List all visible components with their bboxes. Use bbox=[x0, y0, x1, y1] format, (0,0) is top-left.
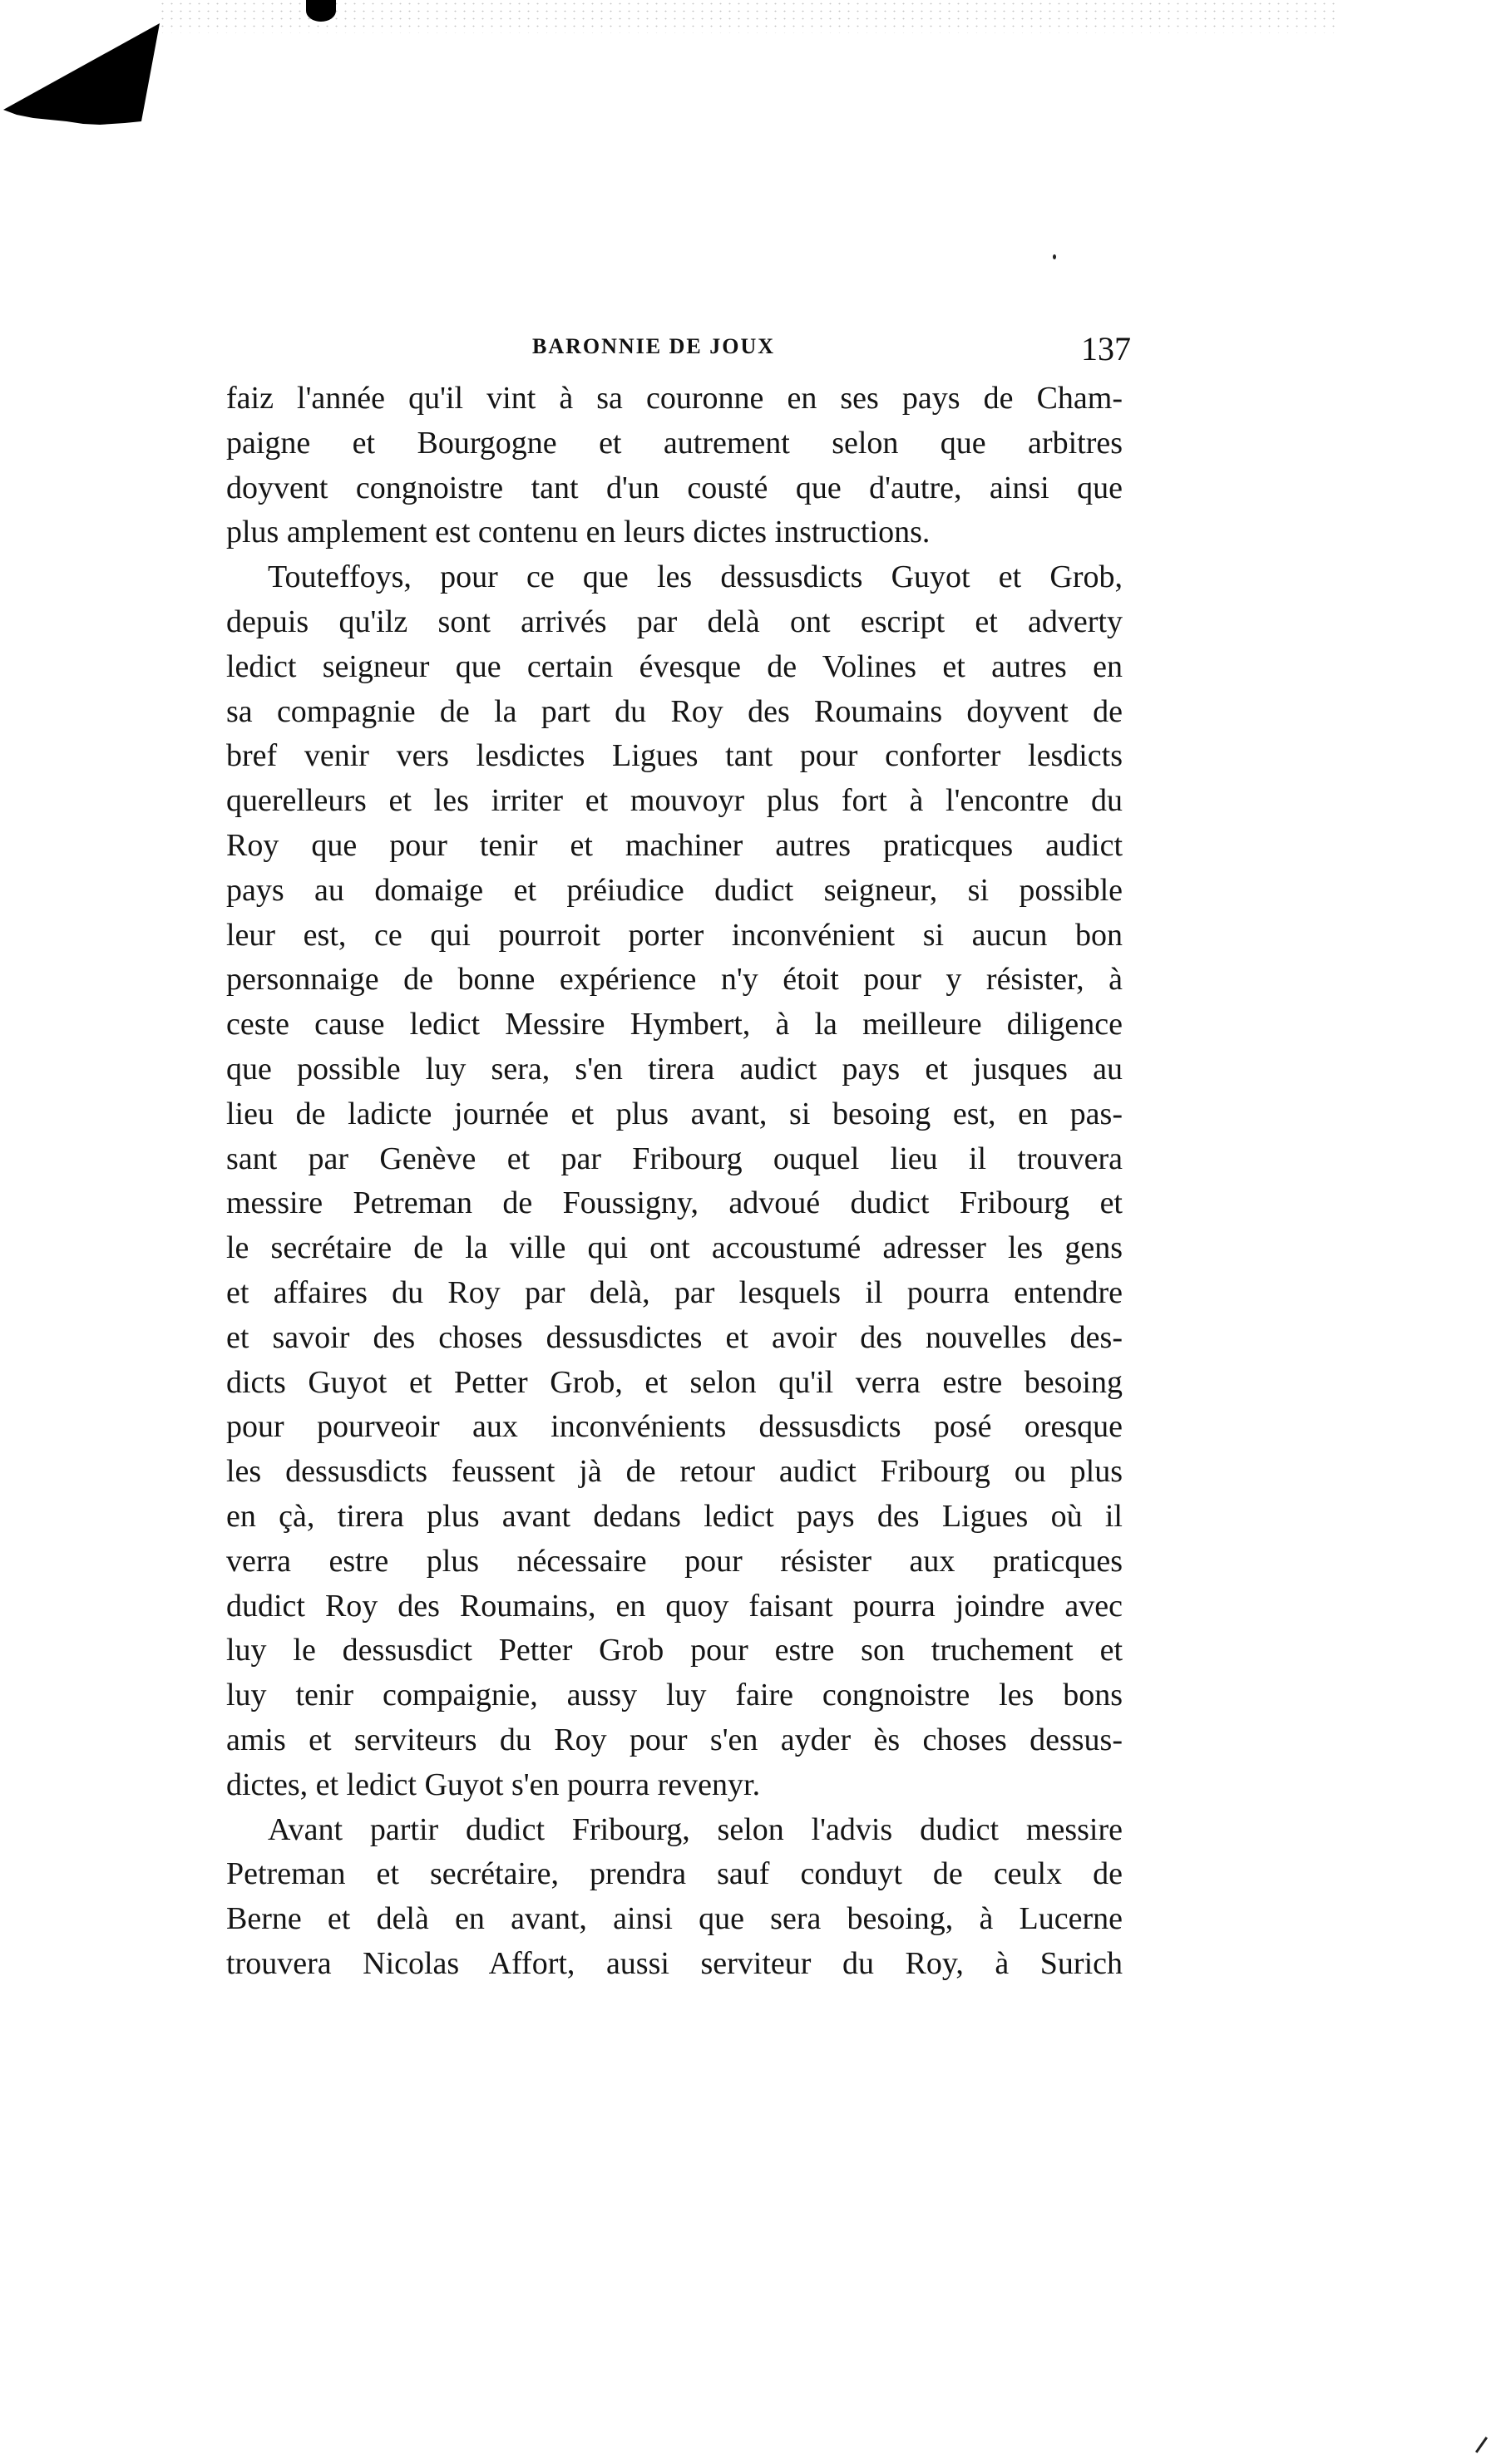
text-line: et savoir des choses dessusdictes et avoir des nouvelles des- bbox=[226, 1320, 1123, 1355]
text-line: lieu de ladicte journée et plus avant, si besoing est, en pas- bbox=[226, 1096, 1123, 1131]
text-line: dicts Guyot et Petter Grob, et selon qu'il verra estre besoing bbox=[226, 1365, 1123, 1400]
text-line: que possible luy sera, s'en tirera audict pays et jusques au bbox=[226, 1052, 1123, 1087]
text-line: ledict seigneur que certain évesque de Volines et autres en bbox=[226, 649, 1123, 684]
text-line: paigne et Bourgogne et autrement selon que arbitres bbox=[226, 426, 1123, 461]
text-line: sant par Genève et par Fribourg ouquel lieu il trouvera bbox=[226, 1141, 1123, 1176]
text-line: depuis qu'ilz sont arrivés par delà ont escript et adverty bbox=[226, 604, 1123, 639]
text-line: dictes, et ledict Guyot s'en pourra revenyr. bbox=[226, 1767, 761, 1802]
text-line: pour pourveoir aux inconvénients dessusdicts posé oresque bbox=[226, 1409, 1123, 1444]
ink-blot bbox=[306, 0, 336, 22]
text-line: Touteffoys, pour ce que les dessusdicts Guyot et Grob, bbox=[268, 559, 1123, 594]
text-line: sa compagnie de la part du Roy des Roumains doyvent de bbox=[226, 694, 1123, 729]
scan-dot bbox=[1053, 254, 1056, 259]
text-line: faiz l'année qu'il vint à sa couronne en ses pays de Cham- bbox=[226, 381, 1123, 416]
text-line: le secrétaire de la ville qui ont accoustumé adresser les gens bbox=[226, 1230, 1123, 1265]
text-line: ceste cause ledict Messire Hymbert, à la meilleure diligence bbox=[226, 1007, 1123, 1042]
text-line: et affaires du Roy par delà, par lesquels il pourra entendre bbox=[226, 1275, 1123, 1310]
text-line: doyvent congnoistre tant d'un cousté que d'autre, ainsi que bbox=[226, 471, 1123, 505]
text-line: en çà, tirera plus avant dedans ledict pays des Ligues où il bbox=[226, 1499, 1123, 1534]
text-line: trouvera Nicolas Affort, aussi serviteur du Roy, à Surich bbox=[226, 1946, 1123, 1981]
text-line: Avant partir dudict Fribourg, selon l'advis dudict messire bbox=[268, 1812, 1123, 1847]
text-line: leur est, ce qui pourroit porter inconvénient si aucun bon bbox=[226, 918, 1123, 953]
text-line: Berne et delà en avant, ainsi que sera besoing, à Lucerne bbox=[226, 1901, 1123, 1936]
text-line: personnaige de bonne expérience n'y étoit pour y résister, à bbox=[226, 962, 1123, 997]
text-line: Roy que pour tenir et machiner autres praticques audict bbox=[226, 828, 1123, 863]
text-line: plus amplement est contenu en leurs dictes instructions. bbox=[226, 515, 931, 549]
text-line: querelleurs et les irriter et mouvoyr plus fort à l'encontre du bbox=[226, 783, 1123, 818]
text-line: verra estre plus nécessaire pour résister aux praticques bbox=[226, 1544, 1123, 1579]
folded-corner-shadow bbox=[0, 0, 183, 133]
page-number: 137 bbox=[1081, 330, 1131, 367]
text-line: les dessusdicts feussent jà de retour audict Fribourg ou plus bbox=[226, 1454, 1123, 1489]
scan-mark bbox=[1475, 2437, 1488, 2453]
running-head: BARONNIE DE JOUX bbox=[532, 334, 776, 358]
text-line: bref venir vers lesdictes Ligues tant pour conforter lesdicts bbox=[226, 738, 1123, 773]
text-line: luy tenir compaignie, aussy luy faire congnoistre les bons bbox=[226, 1678, 1123, 1712]
text-line: Petreman et secrétaire, prendra sauf conduyt de ceulx de bbox=[226, 1856, 1123, 1891]
text-line: luy le dessusdict Petter Grob pour estre son truchement et bbox=[226, 1633, 1123, 1668]
text-line: messire Petreman de Foussigny, advoué dudict Fribourg et bbox=[226, 1185, 1123, 1220]
text-line: dudict Roy des Roumains, en quoy faisant pourra joindre avec bbox=[226, 1589, 1123, 1624]
text-line: amis et serviteurs du Roy pour s'en ayder ès choses dessus- bbox=[226, 1722, 1123, 1757]
text-line: pays au domaige et préiudice dudict seigneur, si possible bbox=[226, 873, 1123, 908]
